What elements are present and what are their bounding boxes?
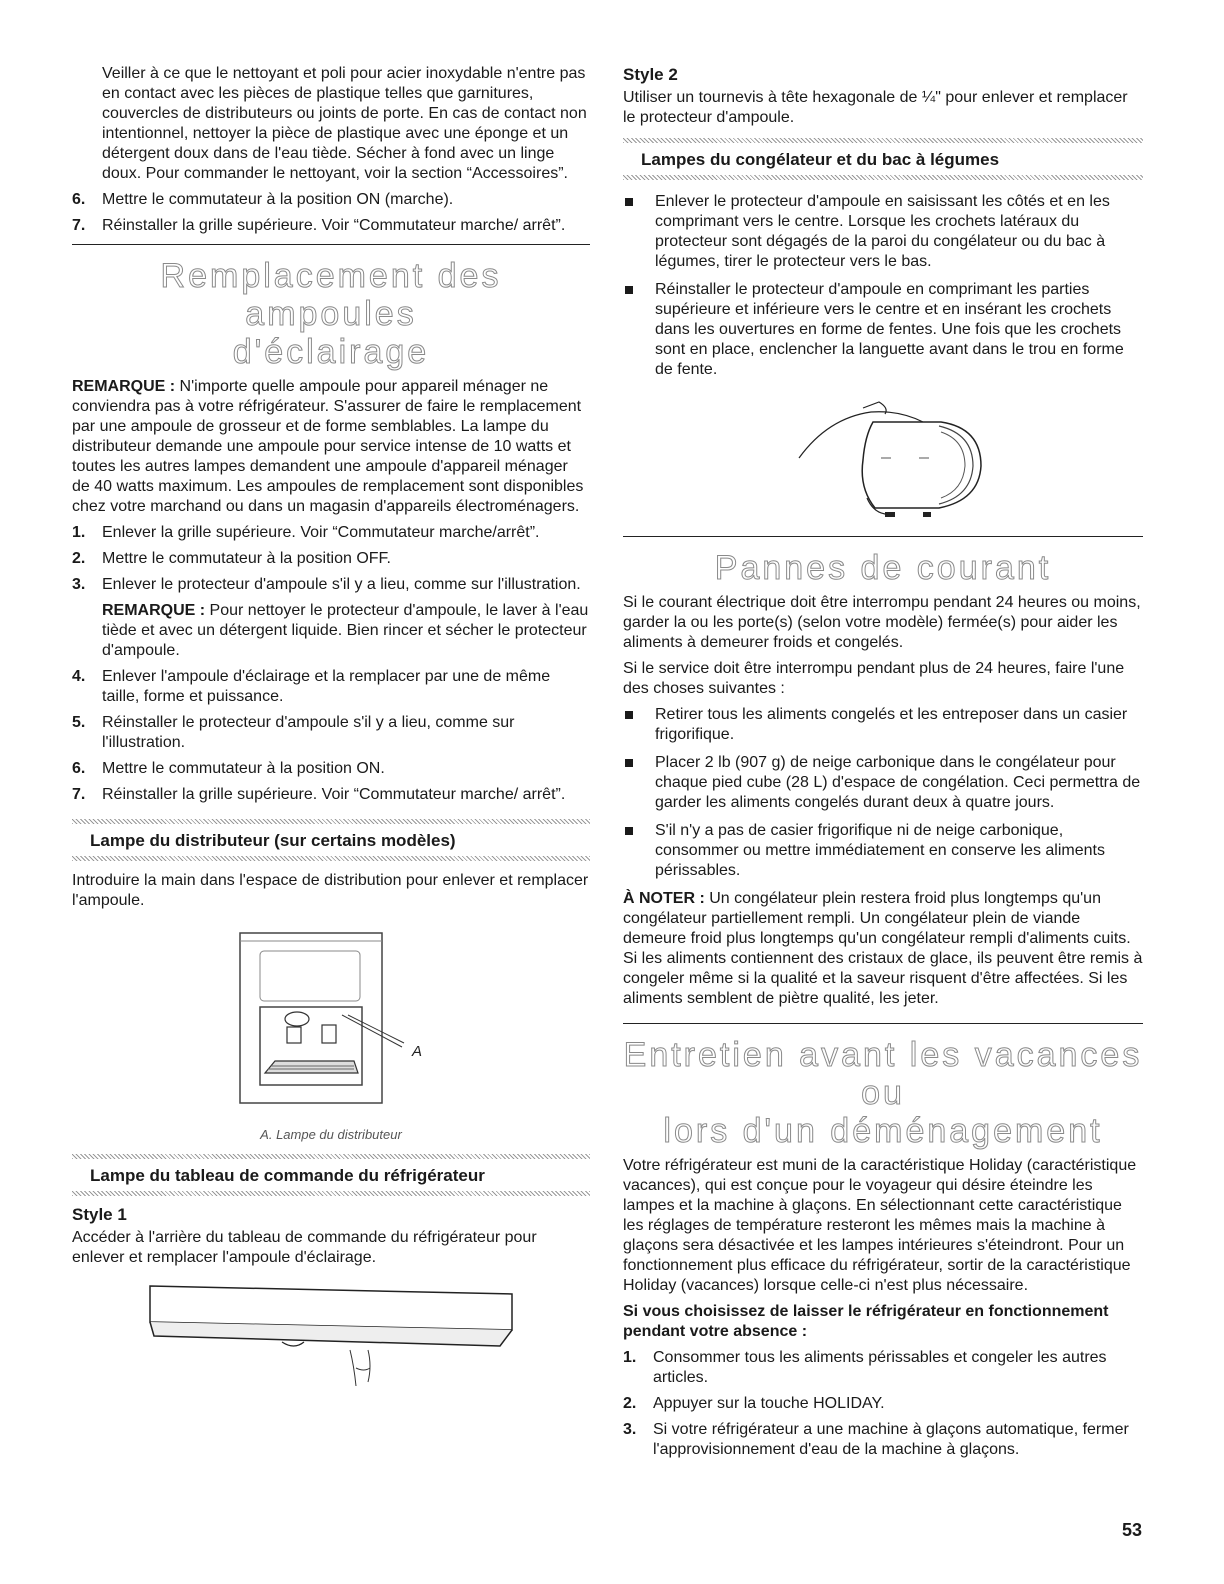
section-title-bulbs — [72, 257, 590, 371]
title-line: lors d'un déménagement — [663, 1112, 1103, 1150]
step-text: Mettre le commutateur à la position ON. — [102, 760, 385, 777]
dispenser-label-a: A — [412, 1043, 423, 1060]
step-number: 7. — [72, 217, 86, 234]
list-item — [623, 821, 1143, 881]
remarque2-paragraph — [72, 601, 590, 661]
hatch-divider — [72, 856, 590, 861]
step-text: Consommer tous les aliments périssables et congeler les autres articles. — [653, 1349, 1107, 1386]
noter-label: À NOTER : — [623, 890, 705, 907]
control-panel-heading: Lampe du tableau de commande du réfrigérateur — [90, 1166, 485, 1185]
step-text: Réinstaller la grille supérieure. Voir “Commutateur marche/ arrêt”. — [102, 217, 566, 234]
noter-paragraph — [623, 889, 1143, 1009]
title-line: d'éclairage — [232, 333, 430, 371]
vacation-bold-lead: Si vous choisissez de laisser le réfrigérateur en fonctionnement pendant votre absence : — [623, 1303, 1109, 1340]
list-item — [72, 667, 590, 707]
list-item — [623, 1348, 1143, 1388]
power-paragraph-1: Si le courant électrique doit être interrompu pendant 24 heures ou moins, garder la ou les porte(s) (selon votre modèle) fermée(s) pour aider les aliments à demeurer froids et congelés. — [623, 594, 1141, 651]
remarque-text: N'importe quelle ampoule pour appareil ménager ne conviendra pas à votre réfrigérateur. S'assurer de faire le remplacement par une ampoule de grosseur et de forme semblables. La lampe du distributeur demande une ampoule pour service intense de 10 watts et toutes les autres lampes demandent une ampoule d'appareil ménager de 40 watts maximum. Les ampoules de remplacement sont disponibles chez votre marchand ou dans un magasin d'appareils électroménagers. — [72, 378, 584, 515]
step-number: 3. — [72, 576, 86, 593]
step-text: Réinstaller le protecteur d'ampoule s'il y a lieu, comme sur l'illustration. — [102, 714, 515, 751]
dispenser-paragraph: Introduire la main dans l'espace de distribution pour enlever et remplacer l'ampoule. — [72, 872, 589, 909]
bullet-text: S'il n'y a pas de casier frigorifique ni de neige carbonique, consommer ou mettre immédiatement en conserve les aliments périssables. — [655, 822, 1105, 879]
step-text: Enlever l'ampoule d'éclairage et la remplacer par une de même taille, forme et puissance. — [102, 668, 551, 705]
list-item — [623, 705, 1143, 745]
list-item — [623, 192, 1143, 272]
step-number: 1. — [623, 1349, 637, 1366]
step-text: Mettre le commutateur à la position ON (marche). — [102, 191, 454, 208]
bullet-text: Retirer tous les aliments congelés et les entreposer dans un casier frigorifique. — [655, 706, 1128, 743]
step-text: Enlever la grille supérieure. Voir “Commutateur marche/arrêt”. — [102, 524, 540, 541]
step-number: 6. — [72, 760, 86, 777]
step-text: Si votre réfrigérateur a une machine à glaçons automatique, fermer l'approvisionnement d'eau de la machine à glaçons. — [653, 1421, 1129, 1458]
power-paragraph-2: Si le service doit être interrompu pendant plus de 24 heures, faire l'une des choses suivantes : — [623, 660, 1125, 697]
list-item — [72, 190, 590, 210]
vacation-steps — [623, 1348, 1143, 1460]
vacation-paragraph: Votre réfrigérateur est muni de la caractéristique Holiday (caractéristique vacances), qui est conçue pour le voyageur qui désire éteindre les lampes et la machine à glaçons. En sélectionnant cette caractéristique les réglages de température resteront les mêmes mais la machine à glaçons sera désactivée et les lampes intérieures s'éteindront. Pour un fonctionnement plus efficace du réfrigérateur, sortir de la caractéristique Holiday (vacances) lorsque celle-ci n'est plus nécessaire. — [623, 1157, 1137, 1294]
right-column — [623, 64, 1143, 1466]
step-number: 7. — [72, 786, 86, 803]
step-number: 6. — [72, 191, 86, 208]
step-number: 2. — [623, 1395, 637, 1412]
list-item — [623, 1420, 1143, 1460]
list-item — [623, 280, 1143, 380]
remarque-paragraph — [72, 377, 590, 517]
bulb-steps-b — [72, 667, 590, 805]
list-item — [72, 785, 590, 805]
title-line: Entretien avant les vacances ou — [623, 1036, 1143, 1112]
step-number: 1. — [72, 524, 86, 541]
step-text: Réinstaller la grille supérieure. Voir “Commutateur marche/ arrêt”. — [102, 786, 566, 803]
left-column — [72, 64, 590, 1398]
remarque2-label: REMARQUE : — [102, 602, 206, 619]
list-item — [72, 713, 590, 753]
list-item — [72, 216, 590, 236]
remarque-label: REMARQUE : — [72, 378, 176, 395]
hatch-divider — [72, 1191, 590, 1196]
step-number: 3. — [623, 1421, 637, 1438]
step-text: Appuyer sur la touche HOLIDAY. — [653, 1395, 885, 1412]
title-line: Remplacement des ampoules — [160, 257, 502, 333]
noter-text: Un congélateur plein restera froid plus longtemps qu'un congélateur partiellement rempli. Un congélateur plein de viande demeure froid plus longtemps qu'un congélateur rempli d'aliments cuits. Si les aliments contiennent des cristaux de glace, ils peuvent être remis à congeler même si la qualité et la saveur risquent d'être affectées. Si les aliments semblent de piètre qualité, les jeter. — [623, 890, 1143, 1007]
dispenser-caption: A. Lampe du distributeur — [260, 1127, 402, 1142]
page-number: 53 — [1121, 1520, 1142, 1540]
section-divider — [623, 536, 1143, 537]
step-number: 2. — [72, 550, 86, 567]
step-text: Mettre le commutateur à la position OFF. — [102, 550, 391, 567]
step-number: 4. — [72, 668, 86, 685]
section-divider — [72, 244, 590, 245]
list-item — [72, 549, 590, 569]
section-title-vacation — [623, 1036, 1143, 1150]
list-item — [72, 759, 590, 779]
style1-heading: Style 1 — [72, 1205, 127, 1224]
bullet-text: Enlever le protecteur d'ampoule en saisissant les côtés et en les comprimant vers le centre. Lorsque les crochets latéraux du protecteur sont dégagés de la paroi du congélateur ou du bac à légumes, tirer le protecteur vers le bas. — [655, 193, 1110, 270]
dispenser-heading: Lampe du distributeur (sur certains modèles) — [90, 831, 456, 850]
dispenser-illustration — [72, 911, 590, 1121]
list-item — [623, 1394, 1143, 1414]
control-panel-illustration — [72, 1268, 590, 1398]
style2-paragraph: Utiliser un tournevis à tête hexagonale de ¼" pour enlever et remplacer le protecteur d'ampoule. — [623, 89, 1128, 126]
style2-heading: Style 2 — [623, 65, 678, 84]
list-item — [623, 753, 1143, 813]
bulb-steps-a — [72, 523, 590, 595]
freezer-bullets — [623, 192, 1143, 380]
bullet-text: Placer 2 lb (907 g) de neige carbonique dans le congélateur pour chaque pied cube (28 L) d'espace de congélation. Ceci permettra de garder les aliments congelés durant deux à quatre jours. — [655, 754, 1141, 811]
freezer-heading: Lampes du congélateur et du bac à légumes — [641, 150, 1000, 169]
step-text: Enlever le protecteur d'ampoule s'il y a lieu, comme sur l'illustration. — [102, 576, 581, 593]
power-bullets — [623, 705, 1143, 881]
step-number: 5. — [72, 714, 86, 731]
intro-paragraph: Veiller à ce que le nettoyant et poli pour acier inoxydable n'entre pas en contact avec les pièces de plastique telles que garnitures, couvercles de distributeurs ou joints de porte. En cas de contact non intentionnel, nettoyer la pièce de plastique avec une éponge et un détergent doux dans de l'eau tiède. Sécher à fond avec un linge doux. Pour commander le nettoyant, voir la section “Accessoires”. — [102, 65, 587, 182]
list-item — [72, 523, 590, 543]
freezer-lamp-illustration — [623, 388, 1143, 528]
remarque2-text: Pour nettoyer le protecteur d'ampoule, le laver à l'eau tiède et avec un détergent liquide. Bien rincer et sécher le protecteur d'ampoule. — [102, 602, 589, 659]
section-divider — [623, 1023, 1143, 1024]
section-title-power: Pannes de courant — [714, 549, 1052, 587]
list-item — [72, 575, 590, 595]
style1-paragraph: Accéder à l'arrière du tableau de commande du réfrigérateur pour enlever et remplacer l'ampoule d'éclairage. — [72, 1229, 537, 1266]
intro-steps — [72, 190, 590, 236]
bullet-text: Réinstaller le protecteur d'ampoule en comprimant les parties supérieure et inférieure vers le centre et en insérant les crochets dans les ouvertures en forme de fentes. Une fois que les crochets sont en place, enclencher la languette avant dans le trou en forme de fente. — [655, 281, 1124, 378]
hatch-divider — [623, 175, 1143, 180]
